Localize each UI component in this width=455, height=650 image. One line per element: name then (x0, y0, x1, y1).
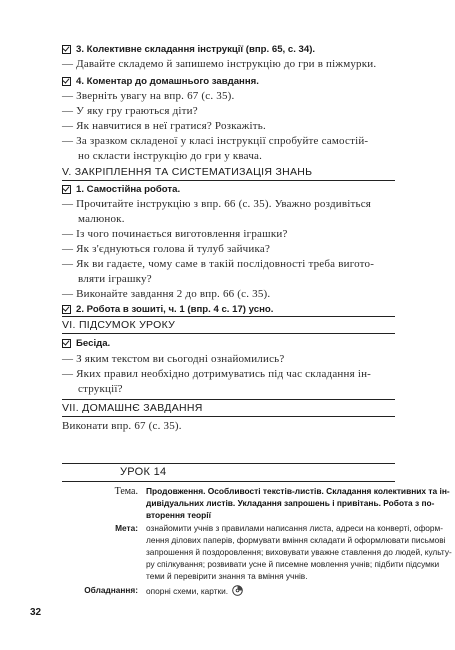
checkbox-icon (62, 45, 71, 54)
task-2-heading (62, 304, 273, 315)
checkbox-icon (62, 305, 71, 314)
section-divider (62, 416, 395, 417)
dialog-line-continued: струкції? (78, 383, 123, 395)
lesson-divider (62, 481, 395, 482)
meta-line: ознайомити учнів з правилами написання листа, адреси на конверті, оформ- (146, 523, 443, 533)
dialog-line: — Із чого починається виготовлення іграшки? (62, 228, 288, 240)
meta-line: запрошення й поздоровлення; виховувати уважне ставлення до людей, культу- (146, 547, 452, 557)
tema-line: Продовження. Особливості текстів-листів. Складання колективних та ін- (146, 486, 450, 496)
meta-label: Мета: (115, 523, 138, 533)
task-4-label: 4. Коментар до домашнього завдання. (76, 76, 259, 87)
meta-line: ру спілкування; розвивати усне й писемне мовлення учнів; підбити підсумки (146, 559, 440, 569)
section-vi-heading: VI. ПІДСУМОК УРОКУ (62, 319, 176, 331)
section-divider (62, 316, 395, 317)
dialog-line: — За зразком складеної у класі інструкції спробуйте самостій- (62, 135, 369, 147)
dialog-line-continued: малюнок. (78, 213, 125, 225)
equipment-text: опорні схеми, картки. (146, 585, 229, 596)
dialog-line: — Давайте складемо й запишемо інструкцію до гри в піжмурки. (62, 58, 377, 70)
dialog-line: — Як навчитися в неї гратися? Розкажіть. (62, 120, 266, 132)
task-3-heading (62, 44, 315, 55)
page-number: 32 (30, 607, 42, 618)
checkbox-icon (62, 77, 71, 86)
dialog-line: — Прочитайте інструкцію з впр. 66 (с. 35). Уважно роздивіться (62, 198, 372, 210)
dialog-line: — Зверніть увагу на впр. 67 (с. 35). (62, 90, 235, 102)
lesson-title: УРОК 14 (120, 466, 167, 478)
meta-line: теми й перевірити знання та вміння учнів. (146, 571, 308, 581)
dialog-line-continued: но скласти інструкцію до гри у квача. (78, 150, 263, 162)
meta-line: лення ділових паперів, формувати вміння складати й оформлювати письмові (146, 535, 446, 545)
beseda-label: Бесіда. (76, 338, 111, 349)
tema-line: дивідуальних листів. Укладання запрошень і привітань. Робота з по- (146, 498, 435, 508)
dialog-line-continued: вляти іграшку? (78, 273, 152, 285)
task-4-heading (62, 76, 259, 87)
dialog-line: — Виконайте завдання 2 до впр. 66 (с. 35). (62, 288, 271, 300)
lesson-divider (62, 463, 395, 464)
task-3-label: 3. Колективне складання інструкції (впр. 65, с. 34). (76, 44, 316, 55)
tema-label: Тема. (114, 486, 138, 497)
section-divider (62, 180, 395, 181)
tema-line: вторення теорії (146, 510, 211, 520)
homework-line: Виконати впр. 67 (с. 35). (62, 420, 182, 432)
task-1-label: 1. Самостійна робота. (76, 184, 181, 195)
beseda-heading (62, 338, 110, 349)
checkbox-icon (62, 339, 71, 348)
section-divider (62, 399, 395, 400)
task-2-label: 2. Робота в зошиті, ч. 1 (впр. 4 с. 17) усно. (76, 304, 274, 315)
section-v-heading: V. ЗАКРІПЛЕННЯ ТА СИСТЕМАТИЗАЦІЯ ЗНАНЬ (62, 166, 313, 178)
dialog-line: — З яким текстом ви сьогодні ознайомились? (62, 353, 285, 365)
dialog-line: — Як з'єднуються голова й тулуб зайчика? (62, 243, 271, 255)
section-divider (62, 333, 395, 334)
equipment-line (146, 585, 243, 596)
dialog-line: — У яку гру граються діти? (62, 105, 198, 117)
checkbox-icon (62, 185, 71, 194)
dialog-line: — Як ви гадаєте, чому саме в такій послідовності треба вигото- (62, 258, 375, 270)
task-1-heading (62, 184, 180, 195)
section-vii-heading: VII. ДОМАШНЄ ЗАВДАННЯ (62, 402, 203, 414)
equipment-label: Обладнання: (84, 585, 138, 595)
disc-icon (232, 585, 243, 596)
dialog-line: — Яких правил необхідно дотримуватись під час складання ін- (62, 368, 372, 380)
